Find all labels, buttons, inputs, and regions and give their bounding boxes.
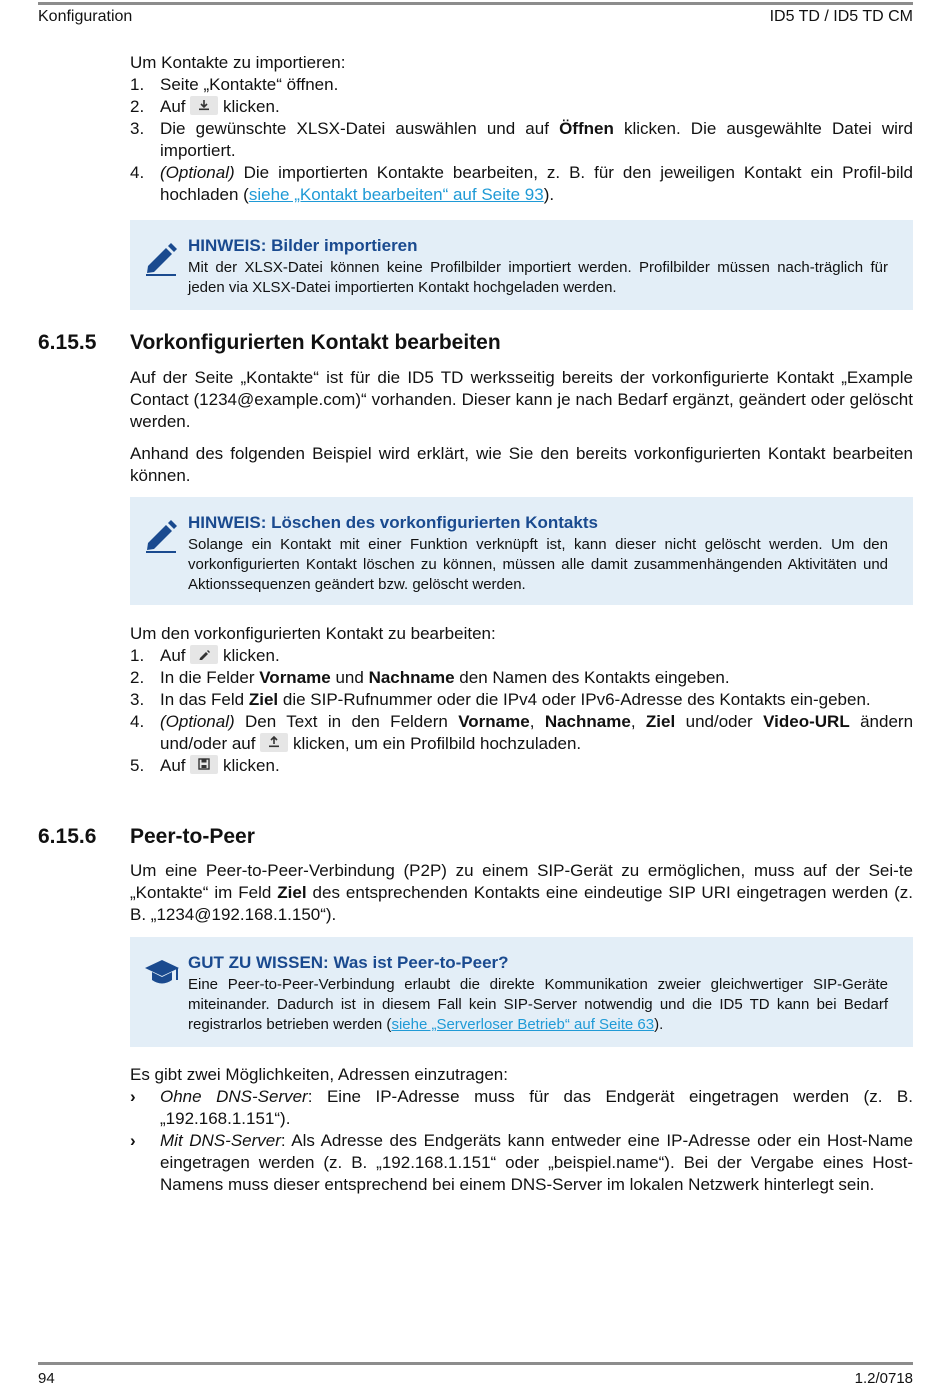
link-serverloser-betrieb[interactable]: siehe „Serverloser Betrieb“ auf Seite 63 xyxy=(391,1016,655,1033)
header-chapter: Konfiguration xyxy=(38,8,133,25)
header-product: ID5 TD / ID5 TD CM xyxy=(769,8,913,25)
chevron-right-icon: › xyxy=(130,1087,136,1106)
list-item: 2. Auf klicken. xyxy=(130,97,280,116)
graduation-cap-icon xyxy=(144,957,180,989)
list-item: › Mit DNS-Server: Als Adresse des Endgeräts kann entweder eine IP-Adresse oder ein Host-Name eingetragen werden (z. B. „192.168.1.151“ oder „beispiel.name“). Bei der Vergabe eines Host-Namens muss dieser entsprechend bei einem DNS-Server im lokalen Netzwerk hinterlegt sein. xyxy=(130,1131,914,1194)
pencil-note-icon xyxy=(144,517,178,553)
note-title: HINWEIS: Löschen des vorkonfigurierten Kontakts xyxy=(188,513,598,532)
header-rule xyxy=(38,2,913,5)
list-item: › Ohne DNS-Server: Eine IP-Adresse muss für das Endgerät eingetragen werden (z. B. „192.168.1.151“). xyxy=(130,1087,913,1128)
import-steps xyxy=(130,74,913,206)
import-intro: Um Kontakte zu importieren: xyxy=(130,53,346,72)
note-title: GUT ZU WISSEN: Was ist Peer-to-Peer? xyxy=(188,953,509,972)
list-item: 4. (Optional) Die importierten Kontakte bearbeiten, z. B. für den jeweiligen Kontakt ein Profil-bild hochladen (siehe „Kontakt bearbeiten“ auf Seite 93). xyxy=(130,163,913,204)
note-text: Solange ein Kontakt mit einer Funktion verknüpft ist, kann dieser nicht gelöscht werden. Um den vorkonfigurierten Kontakt löschen zu können, müssen alle damit zusammenhängenden Aktivitäten und Aktionssequenzen geändert bzw. gelöscht werden. xyxy=(188,536,888,593)
import-section xyxy=(130,52,913,206)
paragraph: Auf der Seite „Kontakte“ ist für die ID5 TD werksseitig bereits der vorkonfigurierte Kontakt „Example Contact (1234@example.com)“ vorhanden. Dieser kann je nach Bedarf ergänzt, geändert oder gelöscht werden. xyxy=(130,368,913,431)
section-heading-6-15-5: 6.15.5 Vorkonfigurierten Kontakt bearbeiten xyxy=(38,331,501,354)
document-version: 1.2/0718 xyxy=(854,1370,913,1387)
list-item: 1. Seite „Kontakte“ öffnen. xyxy=(130,75,339,94)
list-item: 2. In die Felder Vorname und Nachname den Namen des Kontakts eingeben. xyxy=(130,668,730,687)
chevron-right-icon: › xyxy=(130,1131,136,1150)
paragraph: Um eine Peer-to-Peer-Verbindung (P2P) zu einem SIP-Gerät zu ermöglichen, muss auf der Sei-te „Kontakte“ im Feld Ziel des entsprechenden Kontakts eine eindeutige SIP URI eingetragen werden (z. B. „1234@192.168.1.150“). xyxy=(130,861,913,924)
address-intro: Es gibt zwei Möglichkeiten, Adressen einzutragen: xyxy=(130,1065,508,1084)
pencil-icon xyxy=(198,648,210,660)
edit-steps xyxy=(130,645,913,777)
note-box-bilder xyxy=(130,220,913,310)
list-item: 5. Auf klicken. xyxy=(130,756,280,775)
list-item: 3. Die gewünschte XLSX-Datei auswählen und auf Öffnen klicken. Die ausgewählte Datei wird importiert. xyxy=(130,119,913,160)
download-icon xyxy=(198,99,210,111)
upload-icon xyxy=(268,736,280,748)
paragraph: Anhand des folgenden Beispiel wird erklärt, wie Sie den bereits vorkonfigurierten Kontakt bearbeiten können. xyxy=(130,444,913,485)
list-item: 4. (Optional) Den Text in den Feldern Vorname, Nachname, Ziel und/oder Video-URL ändern und/oder auf klicken, um ein Profilbild hochzuladen. xyxy=(130,712,914,753)
edit-section xyxy=(130,623,913,777)
import-button[interactable] xyxy=(190,96,218,115)
note-box-peer-to-peer xyxy=(130,937,913,1047)
link-kontakt-bearbeiten[interactable]: siehe „Kontakt bearbeiten“ auf Seite 93 xyxy=(248,185,544,204)
section-heading-6-15-6: 6.15.6 Peer-to-Peer xyxy=(38,825,255,848)
note-title: HINWEIS: Bilder importieren xyxy=(188,236,418,255)
note-box-loeschen xyxy=(130,497,913,605)
list-item: 1. Auf klicken. xyxy=(130,646,280,665)
page-number: 94 xyxy=(38,1370,55,1387)
upload-button[interactable] xyxy=(260,733,288,752)
save-icon xyxy=(198,758,210,770)
pencil-note-icon xyxy=(144,240,178,276)
address-list xyxy=(130,1086,913,1196)
footer-rule xyxy=(38,1362,913,1365)
address-section xyxy=(130,1064,913,1196)
section2-body xyxy=(130,860,913,926)
section1-body xyxy=(130,367,913,487)
list-item: 3. In das Feld Ziel die SIP-Rufnummer oder die IPv4 oder IPv6-Adresse des Kontakts ein-geben. xyxy=(130,690,871,709)
edit-intro: Um den vorkonfigurierten Kontakt zu bearbeiten: xyxy=(130,624,496,643)
edit-button[interactable] xyxy=(190,645,218,664)
save-button[interactable] xyxy=(190,755,218,774)
note-text: Eine Peer-to-Peer-Verbindung erlaubt die direkte Kommunikation zweier gleichwertiger SIP-Geräte miteinander. Dadurch ist in diesem Fall kein SIP-Server notwendig und die ID5 TD kann bei Bedarf registrarlos betrieben werden (siehe „Serverloser Betrieb“ auf Seite 63). xyxy=(188,976,888,1033)
note-text: Mit der XLSX-Datei können keine Profilbilder importiert werden. Profilbilder müssen nach-träglich für jeden via XLSX-Datei importierten Kontakt hochgeladen werden. xyxy=(188,259,888,296)
